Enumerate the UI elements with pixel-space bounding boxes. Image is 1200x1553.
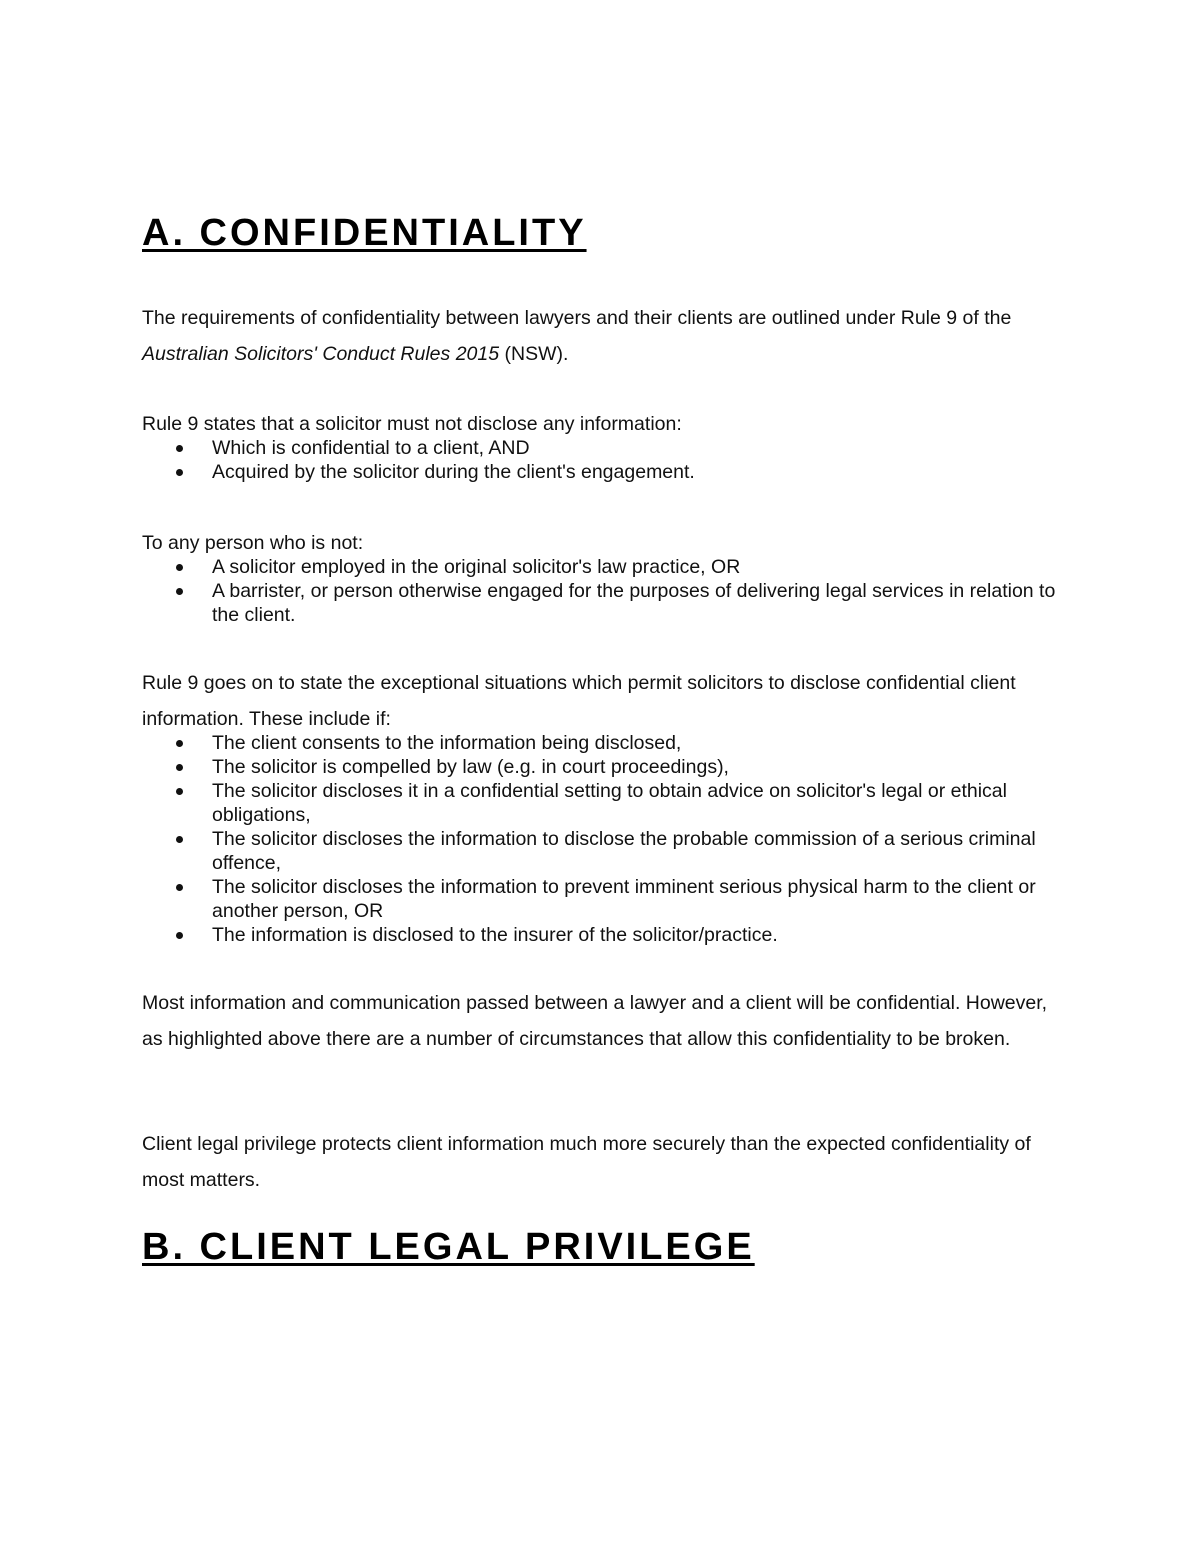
section-heading-client-legal-privilege: B. CLIENT LEGAL PRIVILEGE xyxy=(142,1226,755,1268)
list-item-text: The solicitor discloses it in a confidential setting to obtain advice on solicitor's legal or ethical obligations, xyxy=(212,780,1007,826)
list-item-text: The solicitor is compelled by law (e.g. in court proceedings), xyxy=(212,756,729,778)
list-item xyxy=(142,923,1072,947)
bullet-icon xyxy=(176,469,183,476)
intro-text-italic: Australian Solicitors' Conduct Rules 2015 xyxy=(142,343,500,365)
list-item-text: The information is disclosed to the insurer of the solicitor/practice. xyxy=(212,924,778,946)
list-item xyxy=(142,827,1072,875)
bullet-icon xyxy=(176,588,183,595)
bullet-icon xyxy=(176,445,183,452)
rule-intro-paragraph: Rule 9 states that a solicitor must not disclose any information: xyxy=(142,413,682,435)
section-heading-confidentiality: A. CONFIDENTIALITY xyxy=(142,212,587,254)
rule-conditions-list xyxy=(142,436,1072,484)
list-item xyxy=(142,875,1072,923)
bullet-icon xyxy=(176,564,183,571)
list-item-text: A barrister, or person otherwise engaged for the purposes of delivering legal services in relation to the client. xyxy=(212,580,1056,626)
bullet-icon xyxy=(176,764,183,771)
list-item-text: Which is confidential to a client, AND xyxy=(212,437,530,459)
list-item xyxy=(142,579,1072,627)
intro-text-end: (NSW). xyxy=(499,343,569,365)
intro-text-start: The requirements of confidentiality between lawyers and their clients are outlined under Rule 9 of the xyxy=(142,307,1012,329)
bullet-icon xyxy=(176,836,183,843)
bullet-icon xyxy=(176,884,183,891)
person-intro-paragraph: To any person who is not: xyxy=(142,532,364,554)
bullet-icon xyxy=(176,788,183,795)
list-item xyxy=(142,555,1072,579)
list-item-text: A solicitor employed in the original solicitor's law practice, OR xyxy=(212,556,741,578)
person-list xyxy=(142,555,1072,627)
list-item-text: The solicitor discloses the information to prevent imminent serious physical harm to the client or another person, OR xyxy=(212,876,1036,922)
exceptions-intro-paragraph: Rule 9 goes on to state the exceptional situations which permit solicitors to disclose confidential client information. These include if: xyxy=(142,672,1016,730)
list-item xyxy=(142,436,1072,460)
summary-paragraph: Most information and communication passed between a lawyer and a client will be confidential. However, as highlighted above there are a number of circumstances that allow this confidentiality to be broken. xyxy=(142,992,1048,1050)
intro-paragraph xyxy=(142,300,1072,372)
list-item-text: Acquired by the solicitor during the client's engagement. xyxy=(212,461,695,483)
bullet-icon xyxy=(176,932,183,939)
list-item-text: The client consents to the information being disclosed, xyxy=(212,732,682,754)
bullet-icon xyxy=(176,740,183,747)
list-item xyxy=(142,779,1072,827)
list-item-text: The solicitor discloses the information to disclose the probable commission of a serious criminal offence, xyxy=(212,828,1036,874)
privilege-note-paragraph: Client legal privilege protects client information much more securely than the expected confidentiality of most matters. xyxy=(142,1133,1031,1191)
list-item xyxy=(142,460,1072,484)
list-item xyxy=(142,731,1072,755)
exceptions-list xyxy=(142,731,1072,947)
list-item xyxy=(142,755,1072,779)
